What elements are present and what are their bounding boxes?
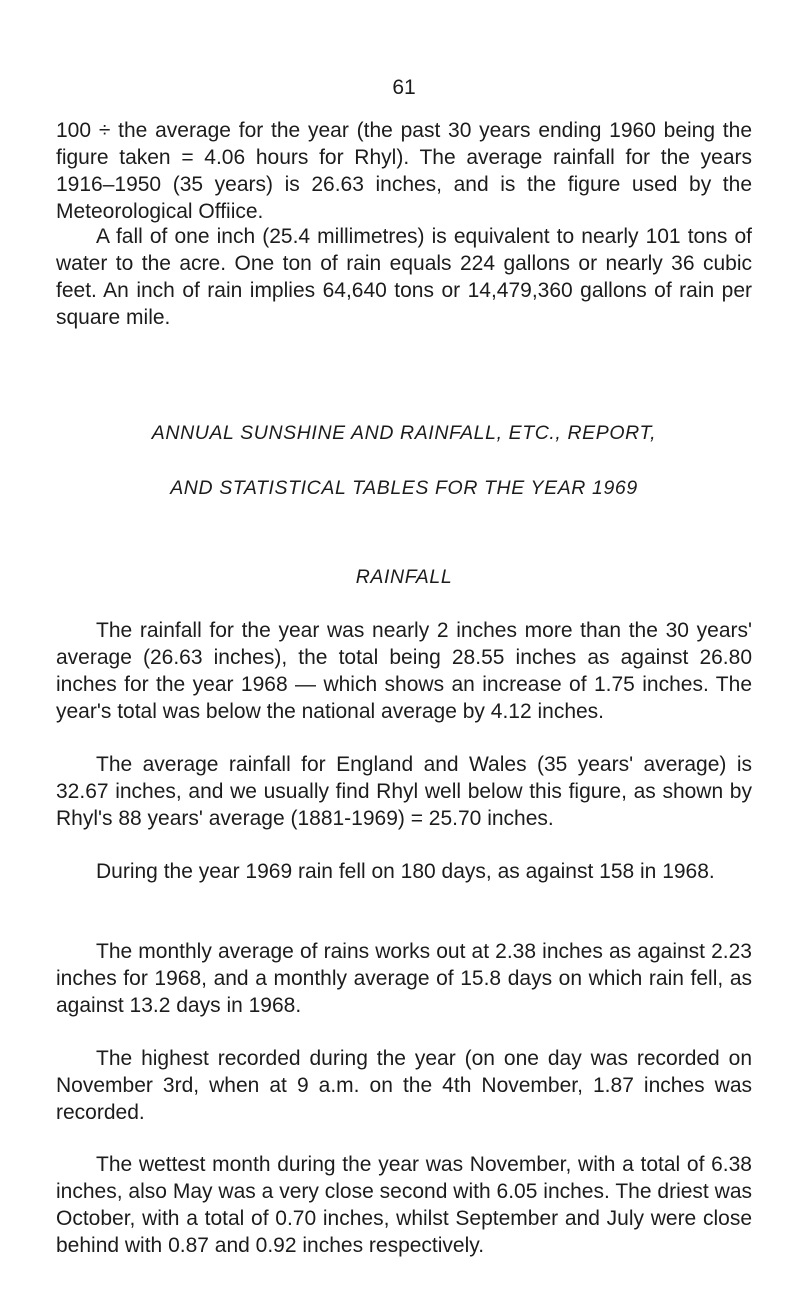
intro-paragraph-sunshine: 100 ÷ the average for the year (the past 30 years ending 1960 being the figure taken = 4.06 hours for Rhyl). The average rainfall for the years 1916–1950 (35 years) is 26.63 inches, and is the figure used by the Meteorological Offiice.	[56, 119, 752, 223]
report-heading-line1: ANNUAL SUNSHINE AND RAINFALL, ETC., REPORT,	[151, 422, 657, 444]
rainfall-heading: RAINFALL	[355, 566, 453, 588]
rainfall-paragraph-highest-recorded: The highest recorded during the year (on one day was recorded on November 3rd, when at 9 a.m. on the 4th November, 1.87 inches was recorded.	[56, 1047, 752, 1124]
document-page	[56, 0, 752, 1308]
rainfall-paragraph-national-average: The average rainfall for England and Wales (35 years' average) is 32.67 inches, and we usually find Rhyl well below this figure, as shown by Rhyl's 88 years' average (1881-1969) = 25.70 inches.	[56, 753, 752, 830]
page-number: 61	[392, 76, 416, 99]
rainfall-paragraph-rain-days: During the year 1969 rain fell on 180 days, as against 158 in 1968.	[96, 860, 715, 883]
report-heading-line2: AND STATISTICAL TABLES FOR THE YEAR 1969	[170, 477, 638, 499]
intro-paragraph-rain-equivalents: A fall of one inch (25.4 millimetres) is equivalent to nearly 101 tons of water to the acre. One ton of rain equals 224 gallons or nearly 36 cubic feet. An inch of rain implies 64,640 tons or 14,479,360 gallons of rain per square mile.	[56, 225, 752, 329]
rainfall-paragraph-wettest-driest: The wettest month during the year was November, with a total of 6.38 inches, also May was a very close second with 6.05 inches. The driest was October, with a total of 0.70 inches, whilst September and July were close behind with 0.87 and 0.92 inches respectively.	[56, 1153, 752, 1257]
rainfall-paragraph-monthly-average: The monthly average of rains works out at 2.38 inches as against 2.23 inches for 1968, and a monthly average of 15.8 days on which rain fell, as against 13.2 days in 1968.	[56, 940, 752, 1017]
rainfall-paragraph-total: The rainfall for the year was nearly 2 inches more than the 30 years' average (26.63 inches), the total being 28.55 inches as against 26.80 inches for the year 1968 — which shows an increase of 1.75 inches. The year's total was below the national average by 4.12 inches.	[56, 619, 752, 723]
